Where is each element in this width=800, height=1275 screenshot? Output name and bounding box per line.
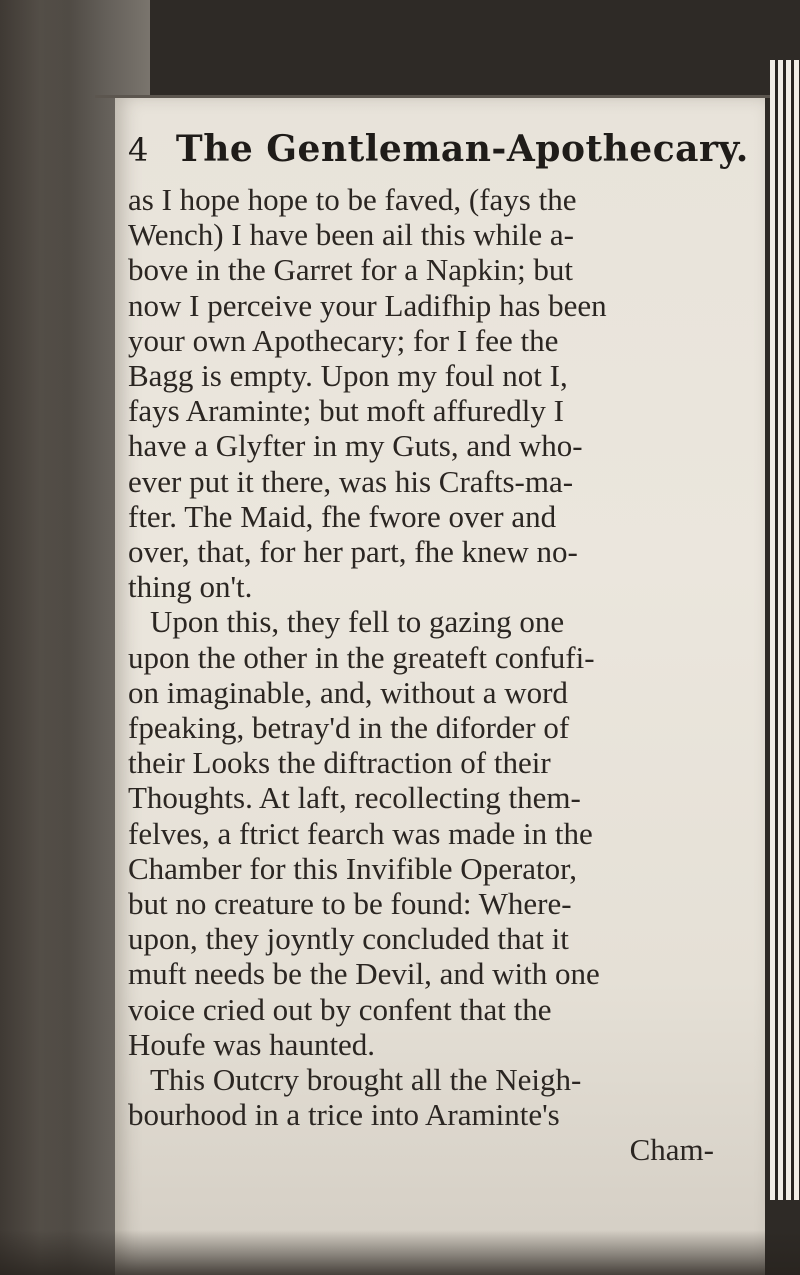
text-line: over, that, for her part, fhe knew no-: [128, 534, 578, 570]
text-line: Houfe was haunted.: [128, 1026, 376, 1062]
page-number: 4: [128, 131, 149, 169]
text-line: bove in the Garret for a Napkin; but: [128, 252, 574, 288]
text-line: fpeaking, betray'd in the diforder of: [128, 710, 570, 746]
text-line: but no creature to be found: Where-: [128, 886, 572, 922]
text-line: voice cried out by confent that the: [128, 991, 552, 1027]
text-line: fter. The Maid, fhe fwore over and: [128, 498, 557, 534]
catchword: Cham-: [629, 1132, 714, 1168]
text-line: felves, a ftrict fearch was made in the: [128, 815, 593, 851]
text-line: Chamber for this Invifible Operator,: [128, 850, 577, 886]
bottom-shadow: [0, 1230, 800, 1275]
text-line: Bagg is empty. Upon my foul not I,: [128, 358, 568, 394]
running-title: The Gentleman-Apothecary.: [175, 128, 749, 170]
text-line: as I hope hope to be faved, (fays the: [128, 182, 577, 217]
right-page-edges: [770, 60, 800, 1200]
text-line: thing on't.: [128, 569, 253, 605]
body-text: [128, 182, 738, 1168]
text-line: Wench) I have been ail this while a-: [128, 217, 574, 253]
text-line: your own Apothecary; for I fee the: [128, 322, 559, 358]
text-line: ever put it there, was his Crafts-ma-: [128, 463, 574, 499]
text-line: have a Glyfter in my Guts, and who-: [128, 428, 583, 464]
text-line: Upon this, they fell to gazing one: [150, 604, 565, 640]
text-line: on imaginable, and, without a word: [128, 674, 568, 710]
text-line: upon the other in the greateft confufi-: [128, 639, 595, 675]
text-line: their Looks the diftraction of their: [128, 745, 551, 781]
text-line: Thoughts. At laft, recollecting them-: [128, 780, 581, 816]
text-line: This Outcry brought all the Neigh-: [150, 1062, 582, 1098]
text-line: muft needs be the Devil, and with one: [128, 956, 600, 992]
text-line: fays Araminte; but moft affuredly I: [128, 393, 564, 429]
page-top-rule: [95, 95, 785, 98]
text-line: now I perceive your Ladifhip has been: [128, 287, 607, 323]
text-line: bourhood in a trice into Araminte's: [128, 1097, 560, 1133]
text-line: upon, they joyntly concluded that it: [128, 921, 569, 957]
running-head: [128, 128, 778, 170]
